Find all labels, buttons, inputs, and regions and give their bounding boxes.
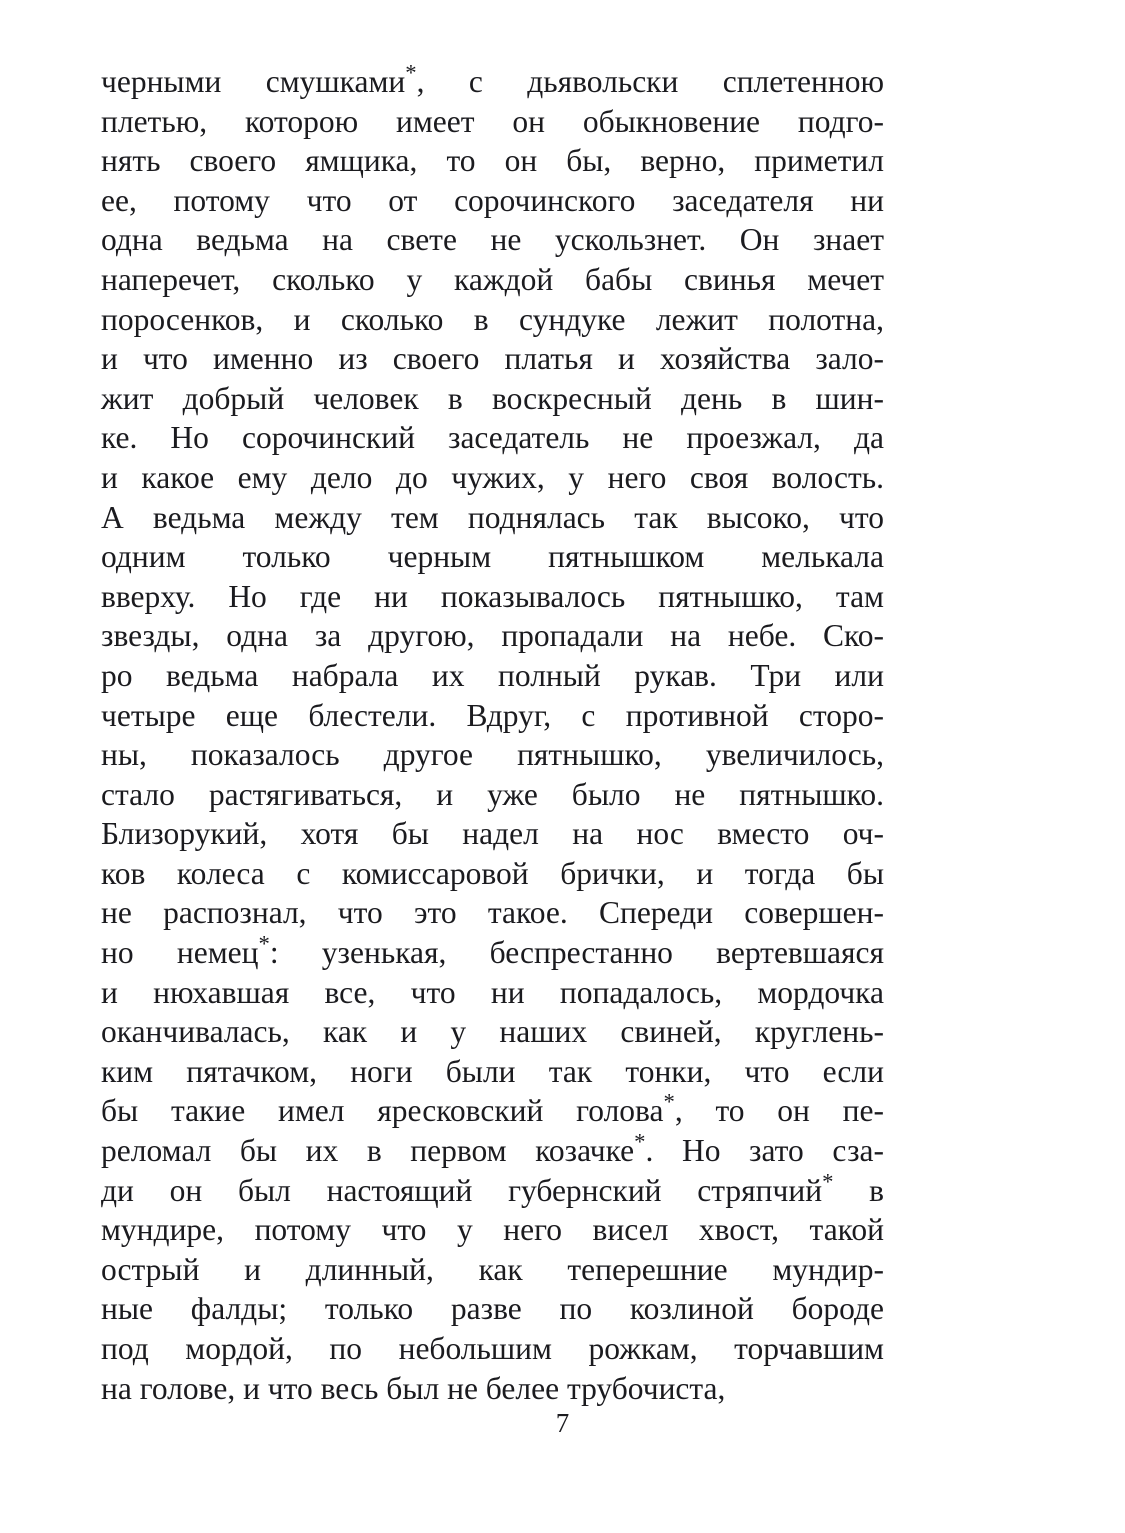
text-line xyxy=(101,220,884,260)
text-line xyxy=(101,656,884,696)
text-line xyxy=(101,379,884,419)
line-text: жит добрый человек в воскресный день в шин- xyxy=(101,380,884,416)
footnote-marker: * xyxy=(405,60,417,86)
text-line xyxy=(101,735,884,775)
text-line xyxy=(101,933,884,973)
text-line xyxy=(101,1131,884,1171)
line-text-tail: : узенькая, беспрестанно вертевшаяся xyxy=(269,935,885,971)
text-line xyxy=(101,1250,884,1290)
line-text: ее, потому что от сорочинского заседателя ни xyxy=(101,182,884,218)
text-line xyxy=(101,537,884,577)
text-line xyxy=(101,893,884,933)
line-text: А ведьма между тем поднялась так высоко, что xyxy=(101,499,884,535)
text-line xyxy=(101,62,884,102)
text-line xyxy=(101,1329,884,1369)
line-text: одним только черным пятнышком мелькала xyxy=(101,539,884,575)
text-line xyxy=(101,1171,884,1211)
text-line xyxy=(101,141,884,181)
text-line xyxy=(101,1369,884,1409)
line-text-tail: , то он пе- xyxy=(674,1093,884,1129)
line-text: ные фалды; только разве по козлиной бороде xyxy=(101,1291,884,1327)
text-line xyxy=(101,1052,884,1092)
line-text: ков колеса с комиссаровой брички, и тогда бы xyxy=(101,855,884,891)
footnote-marker: * xyxy=(663,1089,675,1115)
line-text: плетью, которою имеет он обыкновение подго- xyxy=(101,103,884,139)
line-text: но немец xyxy=(101,935,259,971)
line-text: и нюхавшая все, что ни попадалось, мордочка xyxy=(101,974,884,1010)
text-line xyxy=(101,458,884,498)
text-line xyxy=(101,181,884,221)
line-text: ким пятачком, ноги были так тонки, что если xyxy=(101,1053,884,1089)
text-line xyxy=(101,1210,884,1250)
text-line xyxy=(101,577,884,617)
line-text: ке. Но сорочинский заседатель не проезжал, да xyxy=(101,420,884,456)
line-text: ро ведьма набрала их полный рукав. Три или xyxy=(101,657,884,693)
line-text: острый и длинный, как теперешние мундир- xyxy=(101,1251,884,1287)
line-text: и какое ему дело до чужих, у него своя волость. xyxy=(101,459,884,495)
text-line xyxy=(101,814,884,854)
line-text-tail: в xyxy=(833,1172,885,1208)
text-line xyxy=(101,616,884,656)
line-text: реломал бы их в первом козачке xyxy=(101,1133,635,1169)
line-text: поросенков, и сколько в сундуке лежит полотна, xyxy=(101,301,884,337)
footnote-marker: * xyxy=(258,931,270,957)
page-number: 7 xyxy=(555,1408,570,1438)
text-line xyxy=(101,1289,884,1329)
footnote-marker: * xyxy=(822,1169,834,1195)
line-text: наперечет, сколько у каждой бабы свинья мечет xyxy=(101,261,884,297)
line-text: Близорукий, хотя бы надел на нос вместо оч- xyxy=(101,816,884,852)
text-line xyxy=(101,696,884,736)
text-line xyxy=(101,775,884,815)
line-text: четыре еще блестели. Вдруг, с противной сторо- xyxy=(101,697,884,733)
text-line xyxy=(101,300,884,340)
line-text: оканчивалась, как и у наших свиней, круглень- xyxy=(101,1014,884,1050)
line-text: ди он был настоящий губернский стряпчий xyxy=(101,1172,823,1208)
line-text: и что именно из своего платья и хозяйства зало- xyxy=(101,341,884,377)
line-text: звезды, одна за другою, пропадали на небе. Ско- xyxy=(101,618,884,654)
line-text: не распознал, что это такое. Спереди совершен- xyxy=(101,895,884,931)
line-text: нять своего ямщика, то он бы, верно, приметил xyxy=(101,143,884,179)
text-line xyxy=(101,1012,884,1052)
text-line xyxy=(101,854,884,894)
line-text: мундире, потому что у него висел хвост, такой xyxy=(101,1212,884,1248)
line-text: ны, показалось другое пятнышко, увеличилось, xyxy=(101,737,884,773)
text-line xyxy=(101,1091,884,1131)
line-text: одна ведьма на свете не ускользнет. Он знает xyxy=(101,222,884,258)
line-text-tail: , с дьявольски сплетенною xyxy=(416,64,884,99)
line-text: на голове, и что весь был не белее трубочиста, xyxy=(101,1370,726,1406)
line-text: под мордой, по небольшим рожкам, торчавшим xyxy=(101,1331,884,1366)
line-text: бы такие имел яресковский голова xyxy=(101,1093,664,1129)
line-text-tail: . Но зато сза- xyxy=(645,1133,884,1169)
body-text-column xyxy=(101,62,884,1408)
footnote-marker: * xyxy=(634,1129,646,1155)
text-line xyxy=(101,498,884,538)
line-text: стало растягиваться, и уже было не пятнышко. xyxy=(101,776,884,812)
text-line xyxy=(101,260,884,300)
text-line xyxy=(101,973,884,1013)
text-line xyxy=(101,339,884,379)
text-line xyxy=(101,418,884,458)
line-text: черными смушками xyxy=(101,64,406,99)
text-line xyxy=(101,102,884,142)
line-text: вверху. Но где ни показывалось пятнышко, там xyxy=(101,578,884,614)
